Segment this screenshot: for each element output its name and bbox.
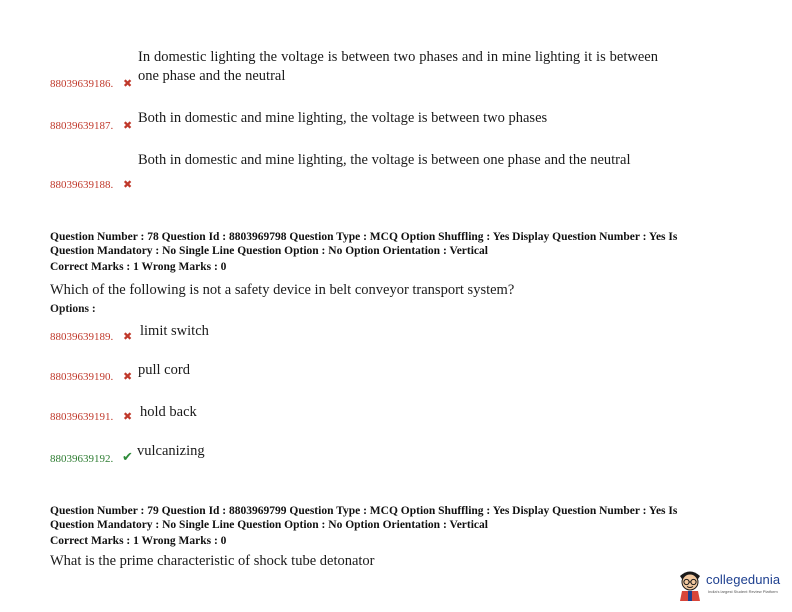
check-mark-icon: ✔ — [122, 450, 133, 465]
option-text: Both in domestic and mine lighting, the voltage is between two phases — [138, 110, 548, 126]
option-text: hold back — [140, 404, 197, 420]
question-meta — [50, 231, 750, 258]
question-text: Which of the following is not a safety device in belt conveyor transport system? — [50, 282, 515, 298]
cross-mark-icon: ✖ — [123, 77, 133, 90]
cross-mark-icon: ✖ — [123, 330, 133, 343]
logo-wordmark: collegedunia — [706, 572, 781, 587]
option-id: 88039639192. — [50, 453, 114, 465]
option-id: 88039639187. — [50, 120, 114, 132]
logo-tagline: India's largest Student Review Platform — [708, 589, 778, 594]
question-meta-line: Question Mandatory : No Single Line Question Option : No Option Orientation : Vertical — [50, 518, 488, 531]
cross-mark-icon: ✖ — [123, 410, 133, 423]
option-id: 88039639188. — [50, 179, 114, 191]
option-id: 88039639190. — [50, 371, 114, 383]
option-text: In domestic lighting the voltage is between two phases and in mine lighting it is between one phase and the neutral — [138, 49, 658, 84]
option-text: pull cord — [138, 362, 190, 378]
marks-line: Correct Marks : 1 Wrong Marks : 0 — [50, 535, 227, 547]
marks-line: Correct Marks : 1 Wrong Marks : 0 — [50, 261, 227, 273]
question-meta-line: Question Mandatory : No Single Line Question Option : No Option Orientation : Vertical — [50, 244, 488, 257]
cross-mark-icon: ✖ — [123, 178, 133, 191]
option-id: 88039639191. — [50, 411, 114, 423]
collegedunia-logo — [676, 567, 788, 603]
cross-mark-icon: ✖ — [123, 119, 133, 132]
option-text: vulcanizing — [137, 443, 205, 459]
mascot-icon — [676, 567, 704, 601]
option-text: limit switch — [140, 323, 209, 339]
question-meta — [50, 505, 750, 532]
option-text: Both in domestic and mine lighting, the voltage is between one phase and the neutral — [138, 152, 631, 168]
question-meta-line: Question Number : 79 Question Id : 8803969799 Question Type : MCQ Option Shuffling : Yes Display Question Number : Yes Is — [50, 505, 678, 517]
option-id: 88039639186. — [50, 78, 114, 90]
option-id: 88039639189. — [50, 331, 114, 343]
options-label: Options : — [50, 303, 96, 315]
question-text: What is the prime characteristic of shock tube detonator — [50, 553, 375, 569]
question-meta-line: Question Number : 78 Question Id : 8803969798 Question Type : MCQ Option Shuffling : Yes Display Question Number : Yes Is — [50, 231, 678, 243]
cross-mark-icon: ✖ — [123, 370, 133, 383]
